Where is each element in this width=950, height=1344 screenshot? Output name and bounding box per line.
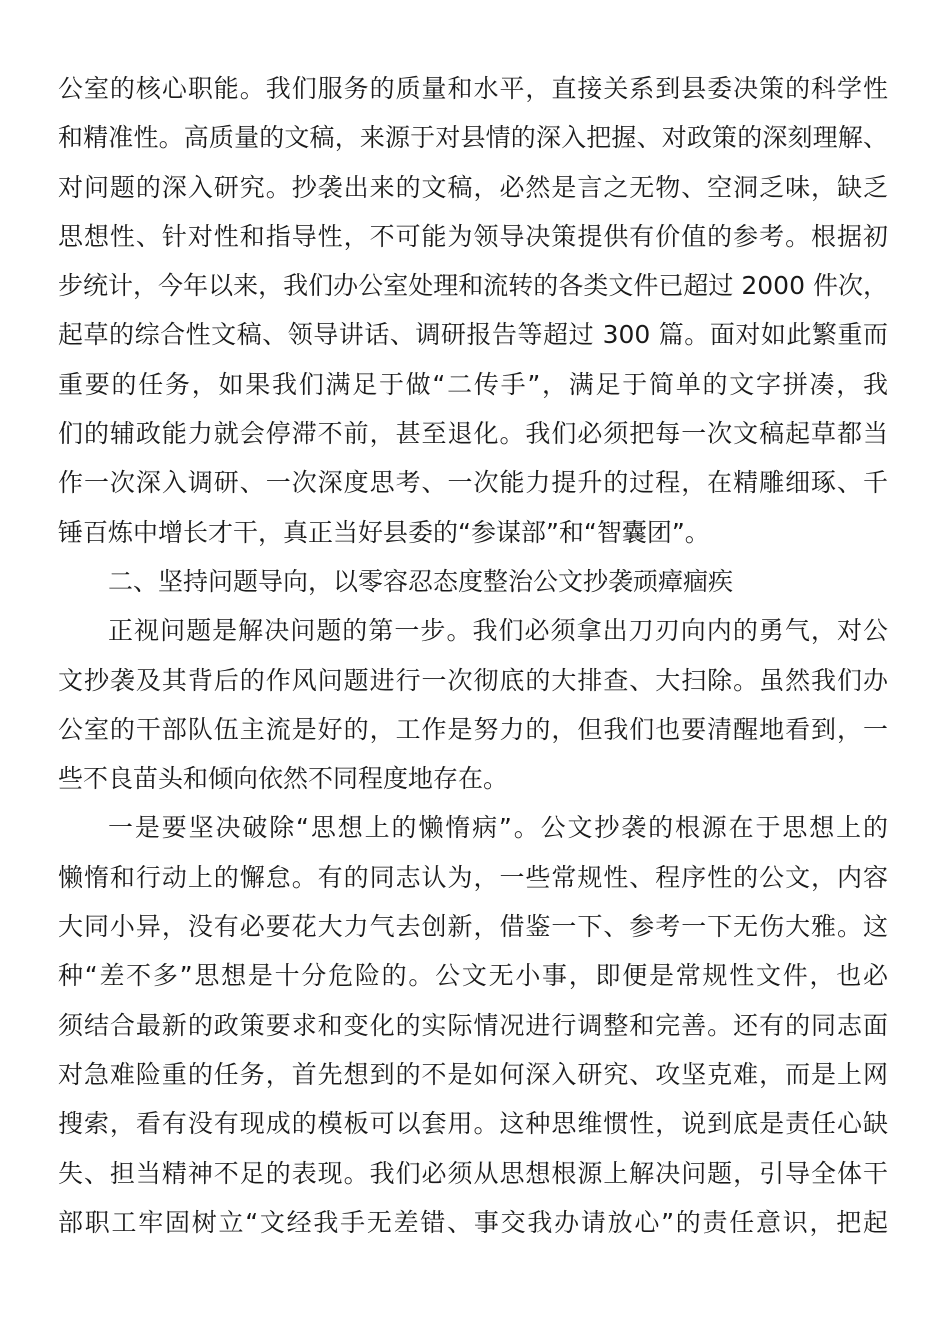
text-line: 作一次深入调研、一次深度思考、一次能力提升的过程，在精雕细琢、千 [58, 468, 888, 498]
text-line: 公室的核心职能。我们服务的质量和水平，直接关系到县委决策的科学性 [58, 74, 888, 103]
text-line: 失、担当精神不足的表现。我们必须从思想根源上解决问题，引导全体干 [58, 1158, 888, 1188]
text-line: 和精准性。高质量的文稿，来源于对县情的深入把握、对政策的深刻理解、 [58, 123, 888, 153]
document-page [58, 64, 888, 1247]
text-line: 对问题的深入研究。抄袭出来的文稿，必然是言之无物、空洞乏味，缺乏 [58, 172, 888, 202]
paragraph-p3 [58, 803, 888, 1247]
text-line: 种“差不多”思想是十分危险的。公文无小事，即便是常规性文件，也必 [58, 961, 888, 991]
text-line: 一是要坚决破除“思想上的懒惰病”。公文抄袭的根源在于思想上的 [108, 813, 888, 843]
text-line: 步统计，今年以来，我们办公室处理和流转的各类文件已超过 2000 件次， [58, 271, 888, 301]
text-line: 须结合最新的政策要求和变化的实际情况进行调整和完善。还有的同志面 [58, 1010, 888, 1040]
paragraph-p2 [58, 606, 888, 803]
text-line: 思想性、针对性和指导性，不可能为领导决策提供有价值的参考。根据初 [58, 221, 888, 251]
text-line: 公室的干部队伍主流是好的，工作是努力的，但我们也要清醒地看到，一 [58, 714, 888, 744]
text-line: 正视问题是解决问题的第一步。我们必须拿出刀刃向内的勇气，对公 [108, 616, 888, 646]
text-line: 重要的任务，如果我们满足于做“二传手”，满足于简单的文字拼凑，我 [58, 369, 888, 399]
text-line: 部职工牢固树立“文经我手无差错、事交我办请放心”的责任意识，把起 [58, 1207, 888, 1237]
text-line: 起草的综合性文稿、领导讲话、调研报告等超过 300 篇。面对如此繁重而 [58, 320, 888, 350]
text-line: 文抄袭及其背后的作风问题进行一次彻底的大排查、大扫除。虽然我们办 [58, 665, 888, 695]
text-line: 们的辅政能力就会停滞不前，甚至退化。我们必须把每一次文稿起草都当 [58, 419, 888, 449]
heading-line: 二、坚持问题导向，以零容忍态度整治公文抄袭顽瘴痼疾 [108, 566, 734, 596]
text-line: 对急难险重的任务，首先想到的不是如何深入研究、攻坚克难，而是上网 [58, 1059, 888, 1089]
text-line: 搜索，看有没有现成的模板可以套用。这种思维惯性，说到底是责任心缺 [58, 1109, 888, 1139]
text-line: 懒惰和行动上的懈怠。有的同志认为，一些常规性、程序性的公文，内容 [58, 862, 888, 892]
section-heading [58, 557, 888, 606]
paragraph-p1 [58, 64, 888, 557]
text-line: 大同小异，没有必要花大力气去创新，借鉴一下、参考一下无伤大雅。这 [58, 912, 888, 942]
text-line: 锤百炼中增长才干，真正当好县委的“参谋部”和“智囊团”。 [58, 517, 710, 547]
text-line: 些不良苗头和倾向依然不同程度地存在。 [58, 764, 509, 794]
